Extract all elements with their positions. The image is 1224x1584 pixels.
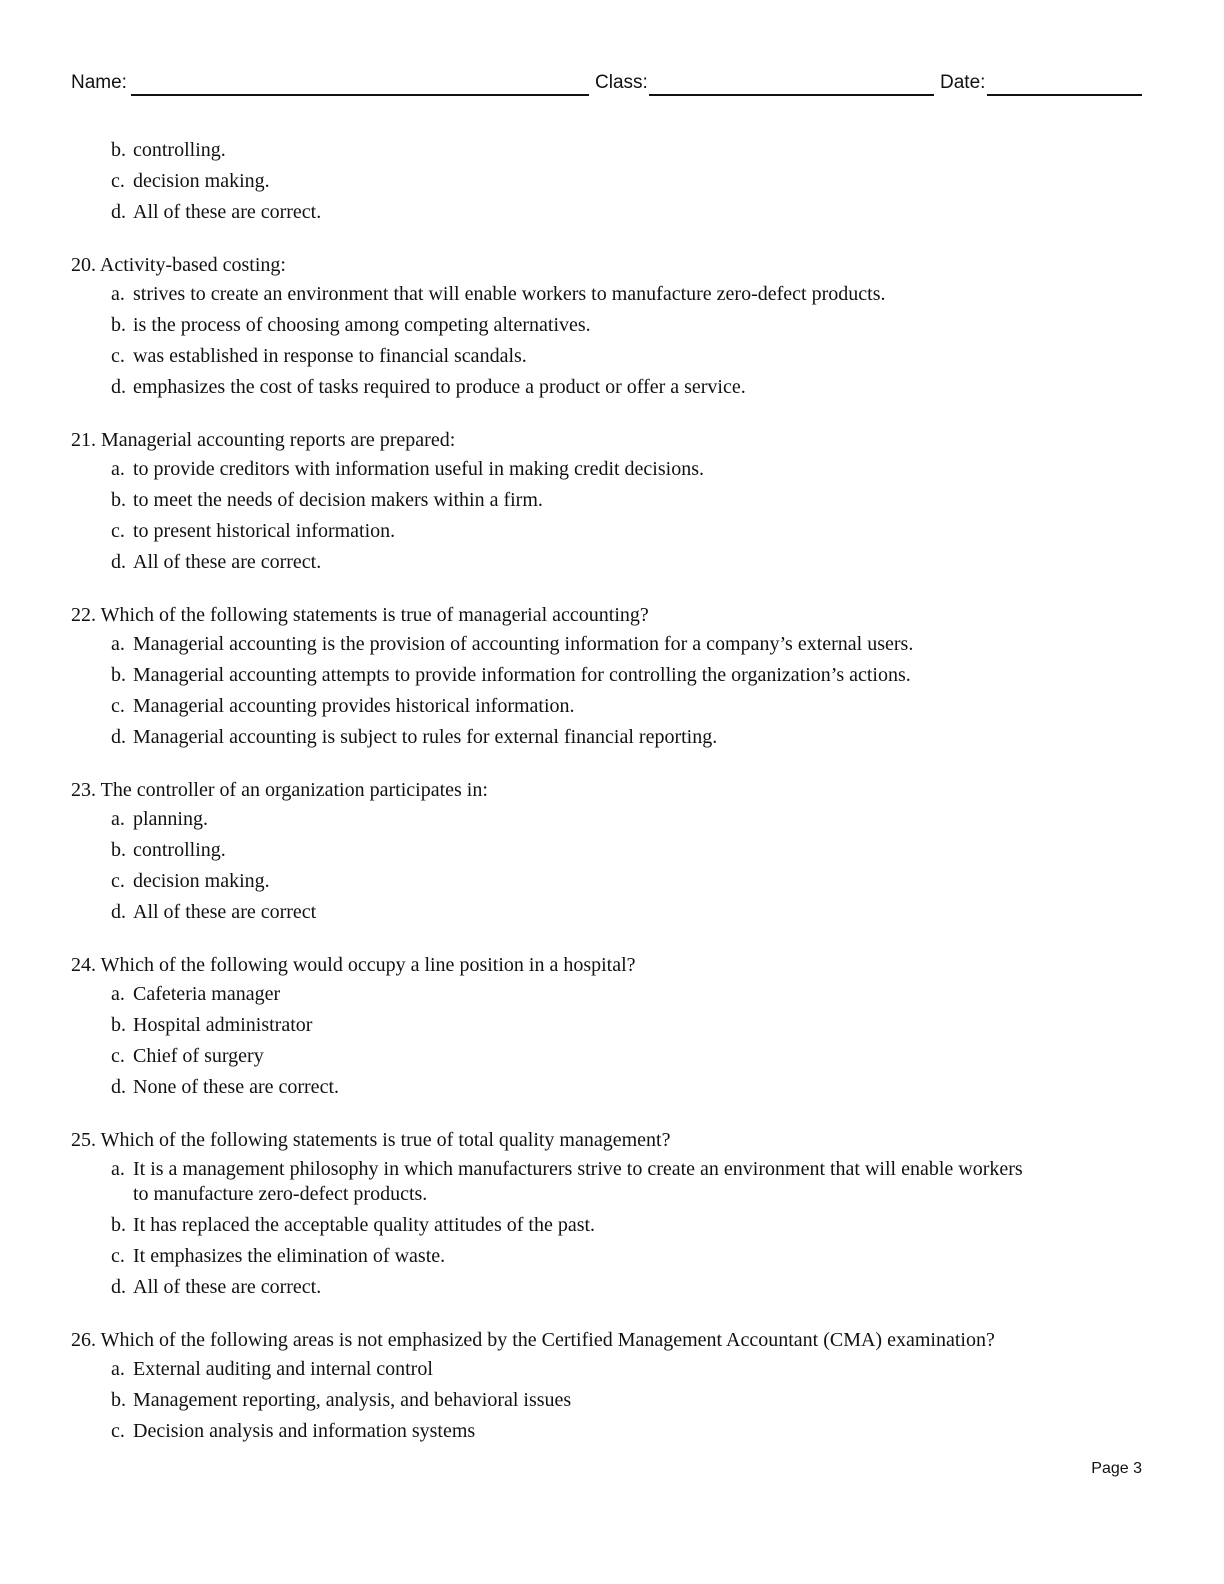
question-list — [71, 135, 1151, 1470]
page-number: Page 3 — [1091, 1460, 1142, 1477]
option — [71, 547, 1151, 578]
option — [71, 979, 1151, 1010]
question-21 — [71, 426, 1151, 578]
date-label: Date: — [940, 72, 986, 93]
option — [71, 1272, 1151, 1303]
option-letter: d. — [111, 1276, 126, 1298]
option — [71, 1210, 1151, 1241]
option-letter: c. — [111, 1245, 125, 1267]
option — [71, 516, 1151, 547]
option-text: controlling. — [133, 839, 226, 861]
option-text: Decision analysis and information systems — [133, 1420, 476, 1442]
option-text: was established in response to financial scandals. — [133, 345, 527, 367]
option-text: planning. — [133, 808, 208, 830]
option — [71, 1154, 1033, 1210]
option-letter: d. — [111, 551, 126, 573]
option — [71, 1241, 1151, 1272]
option-text: External auditing and internal control — [133, 1358, 433, 1380]
option — [71, 866, 1151, 897]
option-letter: c. — [111, 1045, 125, 1067]
question-stem: 20. Activity-based costing: — [71, 254, 286, 276]
option — [71, 1072, 1151, 1103]
option — [71, 454, 1151, 485]
option — [71, 372, 1151, 403]
option-letter: b. — [111, 1214, 126, 1236]
question-stem: 25. Which of the following statements is true of total quality management? — [71, 1129, 671, 1151]
option-letter: a. — [111, 1158, 125, 1180]
option-text: None of these are correct. — [133, 1076, 339, 1098]
option — [71, 1385, 1151, 1416]
continued-options — [71, 135, 1151, 228]
option-text: decision making. — [133, 170, 270, 192]
option-letter: c. — [111, 695, 125, 717]
option — [71, 166, 1151, 197]
option — [71, 691, 1151, 722]
option — [71, 310, 1151, 341]
option-letter: d. — [111, 726, 126, 748]
class-label: Class: — [595, 72, 648, 93]
option — [71, 197, 1151, 228]
option-letter: a. — [111, 633, 125, 655]
option-text: Chief of surgery — [133, 1045, 264, 1067]
class-blank-line — [649, 94, 934, 96]
option-text: controlling. — [133, 139, 226, 161]
option-text: strives to create an environment that will enable workers to manufacture zero-defect products. — [133, 283, 886, 305]
question-stem: 24. Which of the following would occupy a line position in a hospital? — [71, 954, 636, 976]
option — [71, 279, 1151, 310]
option-letter: d. — [111, 901, 126, 923]
option-letter: a. — [111, 808, 125, 830]
option-text: All of these are correct — [133, 901, 317, 923]
option-letter: a. — [111, 283, 125, 305]
option-letter: b. — [111, 664, 126, 686]
option-letter: b. — [111, 1389, 126, 1411]
option — [71, 804, 1151, 835]
option-text: is the process of choosing among competing alternatives. — [133, 314, 591, 336]
option-letter: c. — [111, 1420, 125, 1442]
option — [71, 1416, 1151, 1447]
option — [71, 1041, 1151, 1072]
option — [71, 1354, 1151, 1385]
option-text: to provide creditors with information useful in making credit decisions. — [133, 458, 704, 480]
option-text: All of these are correct. — [133, 551, 322, 573]
question-stem: 22. Which of the following statements is true of managerial accounting? — [71, 604, 649, 626]
option-text: It is a management philosophy in which manufacturers strive to create an environment that will enable workers to manufacture zero-defect products. — [133, 1158, 1023, 1205]
option — [71, 835, 1151, 866]
option-letter: b. — [111, 314, 126, 336]
option-letter: b. — [111, 139, 126, 161]
option-text: Managerial accounting provides historical information. — [133, 695, 575, 717]
question-25 — [71, 1126, 1151, 1303]
option-letter: d. — [111, 201, 126, 223]
option — [71, 660, 1151, 691]
option-letter: a. — [111, 983, 125, 1005]
option-letter: c. — [111, 170, 125, 192]
option-text: It emphasizes the elimination of waste. — [133, 1245, 446, 1267]
name-label: Name: — [71, 72, 127, 93]
option-text: Managerial accounting is the provision of accounting information for a company’s external users. — [133, 633, 914, 655]
option-letter: b. — [111, 1014, 126, 1036]
option-letter: d. — [111, 1076, 126, 1098]
option-text: All of these are correct. — [133, 201, 322, 223]
option-letter: b. — [111, 489, 126, 511]
option — [71, 135, 1151, 166]
option-text: decision making. — [133, 870, 270, 892]
question-24 — [71, 951, 1151, 1103]
question-23 — [71, 776, 1151, 928]
worksheet-header — [71, 70, 1143, 98]
option-letter: c. — [111, 520, 125, 542]
option-text: Managerial accounting is subject to rules for external financial reporting. — [133, 726, 718, 748]
option-letter: d. — [111, 376, 126, 398]
option — [71, 485, 1151, 516]
option-text: All of these are correct. — [133, 1276, 322, 1298]
question-stem: 21. Managerial accounting reports are prepared: — [71, 429, 456, 451]
name-blank-line — [131, 94, 589, 96]
option-letter: c. — [111, 345, 125, 367]
question-20 — [71, 251, 1151, 403]
option-letter: b. — [111, 839, 126, 861]
option-text: to present historical information. — [133, 520, 396, 542]
option — [71, 1010, 1151, 1041]
question-stem: 26. Which of the following areas is not emphasized by the Certified Management Accountant (CMA) examination? — [71, 1329, 995, 1351]
option — [71, 722, 1151, 753]
option-text: to meet the needs of decision makers within a firm. — [133, 489, 543, 511]
option-text: Cafeteria manager — [133, 983, 281, 1005]
option-letter: c. — [111, 870, 125, 892]
option-text: Hospital administrator — [133, 1014, 313, 1036]
option-text: It has replaced the acceptable quality attitudes of the past. — [133, 1214, 596, 1236]
option-text: Managerial accounting attempts to provide information for controlling the organization’s actions. — [133, 664, 911, 686]
date-blank-line — [987, 94, 1142, 96]
question-22 — [71, 601, 1151, 753]
option-letter: a. — [111, 458, 125, 480]
option — [71, 341, 1151, 372]
question-stem: 23. The controller of an organization participates in: — [71, 779, 488, 801]
option-letter: a. — [111, 1358, 125, 1380]
option — [71, 629, 1151, 660]
option-text: Management reporting, analysis, and behavioral issues — [133, 1389, 572, 1411]
question-26 — [71, 1326, 1151, 1447]
option-text: emphasizes the cost of tasks required to produce a product or offer a service. — [133, 376, 746, 398]
option — [71, 897, 1151, 928]
